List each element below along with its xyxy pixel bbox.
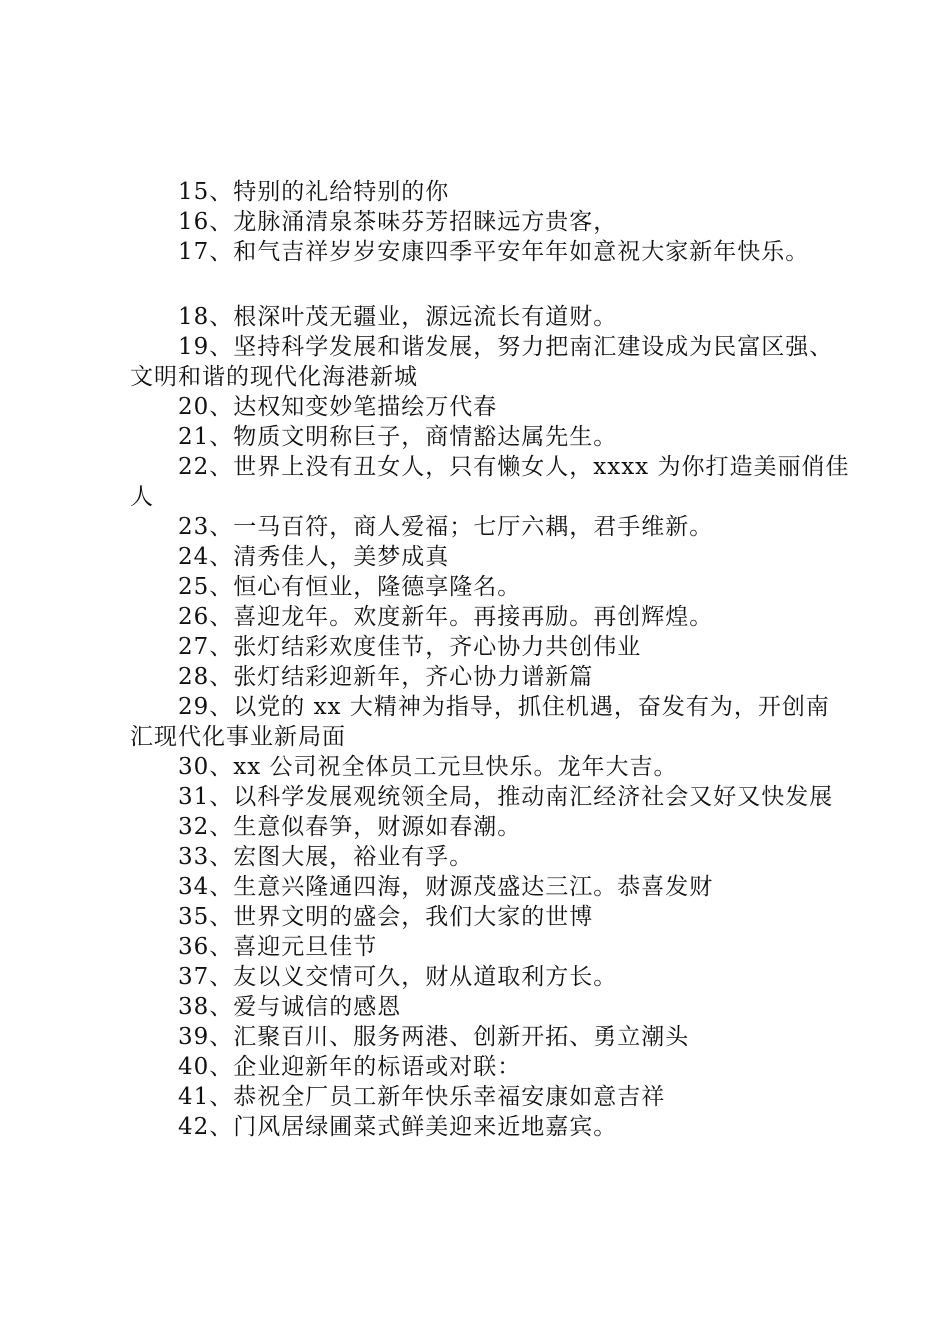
list-item: 17、和气吉祥岁岁安康四季平安年年如意祝大家新年快乐。	[178, 239, 810, 265]
list-item: 16、龙脉涌清泉茶味芬芳招睐远方贵客，	[178, 209, 618, 235]
list-item: 25、恒心有恒业，隆德享隆名。	[178, 574, 522, 600]
list-item: 32、生意似春笋，财源如春潮。	[178, 814, 522, 840]
paragraph-gap	[130, 267, 850, 302]
list-item: 23、一马百符，商人爱福；七厅六耦，君手维新。	[178, 514, 714, 540]
list-item: 18、根深叶茂无疆业，源远流长有道财。	[178, 304, 618, 330]
list-item: 36、喜迎元旦佳节	[178, 934, 378, 960]
list-item: 24、清秀佳人，美梦成真	[178, 544, 450, 570]
list-item: 20、达权知变妙笔描绘万代春	[178, 394, 498, 420]
list-item: 40、企业迎新年的标语或对联：	[178, 1054, 522, 1080]
list-item: 29、以党的 xx 大精神为指导，抓住机遇，奋发有为，开创南汇现代化事业新局面	[130, 694, 830, 750]
list-item: 38、爱与诚信的感恩	[178, 994, 402, 1020]
list-item: 30、xx 公司祝全体员工元旦快乐。龙年大吉。	[178, 754, 678, 780]
list-item: 21、物质文明称巨子，商情豁达属先生。	[178, 424, 618, 450]
list-item: 31、以科学发展观统领全局，推动南汇经济社会又好又快发展	[178, 784, 834, 810]
list-item: 37、友以义交情可久，财从道取利方长。	[178, 964, 618, 990]
list-item: 42、门风居绿圃菜式鲜美迎来近地嘉宾。	[178, 1114, 618, 1140]
list-item: 27、张灯结彩欢度佳节，齐心协力共创伟业	[178, 634, 642, 660]
document-body	[130, 177, 850, 1142]
list-item: 35、世界文明的盛会，我们大家的世博	[178, 904, 594, 930]
list-item: 39、汇聚百川、服务两港、创新开拓、勇立潮头	[178, 1024, 690, 1050]
list-item: 33、宏图大展，裕业有孚。	[178, 844, 474, 870]
list-item: 26、喜迎龙年。欢度新年。再接再励。再创辉煌。	[178, 604, 714, 630]
list-item: 41、恭祝全厂员工新年快乐幸福安康如意吉祥	[178, 1084, 666, 1110]
list-item: 22、世界上没有丑女人，只有懒女人，xxxx 为你打造美丽俏佳人	[130, 454, 850, 510]
list-item: 34、生意兴隆通四海，财源茂盛达三江。恭喜发财	[178, 874, 714, 900]
list-item: 19、坚持科学发展和谐发展，努力把南汇建设成为民富区强、文明和谐的现代化海港新城	[130, 334, 834, 390]
list-item: 15、特别的礼给特别的你	[178, 179, 450, 205]
list-item: 28、张灯结彩迎新年，齐心协力谱新篇	[178, 664, 594, 690]
